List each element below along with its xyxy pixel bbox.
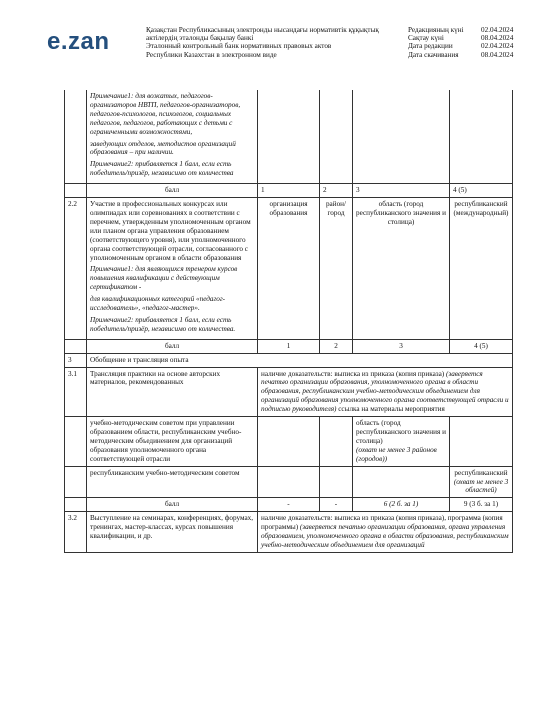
table-row: учебно-методическим советом при управлении образованием области, республиканским учебно-методическим объединением для организаций образования уполномоченного органа соответствующей отрасли область (город республиканского значения и столица) (охват не менее 3 районов (городов)): [65, 417, 513, 467]
header-description: Қазақстан Республикасының электронды нысандағы нормативтік құқықтық актілердің эталонды бақылау банкі Эталонный контрольный банк нормативных правовых актов Республики Казахстан в электронном виде: [146, 26, 379, 59]
table-row: [65, 90, 513, 184]
page-header: [0, 0, 557, 70]
criteria-table: [64, 90, 513, 553]
table-row: 3 Обобщение и трансляция опыта: [65, 353, 513, 367]
table-row: балл 1 2 3 4 (5): [65, 184, 513, 198]
table-row: балл 1 2 3 4 (5): [65, 339, 513, 353]
table-row: 2.2 Участие в профессиональных конкурсах или олимпиадах или соревнованиях в соответствии с перечнем, утвержденным уполномоченным органом или планом органа управления образованием (соответствующего уровня), или уполномоченного органа соответствующей отрасли, согласованного с уполномоченным органом в области образования Примечание1: для являющихся тренером курсов повышения квалификации с действующим сертификатом - для квалификационных категорий «педагог-исследователь», «педагог-мастер». Примечание2: прибавляется 1 балл, если есть победитель/призёр, независимо от количества. организация образования район/ город область (город республиканского значения и столица) республиканский (международный): [65, 198, 513, 340]
table-row: балл - - 6 (2 б. за 1) 9 (3 б. за 1): [65, 498, 513, 512]
header-dates: Редакцияның күні 02.04.2024 Сақтау күні 08.04.2024 Дата редакции 02.04.2024 Дата скачивания 08.04.2024: [408, 26, 514, 59]
table-row: 3.2 Выступление на семинарах, конференциях, форумах, тренингах, мастер-классах, курсах повышения квалификации, и др. наличие доказательств: выписка из приказа (копия приказа), программа (копия программы) (заверяется печатью организации образования, органа управления образованием, уполномоченного органа в области образования, республиканским учебно-методическим объединением для организаций: [65, 512, 513, 553]
ezan-logo[interactable]: e.zan: [47, 28, 110, 55]
table-row: республиканским учебно-методическим советом республиканский (охват не менее 3 областей): [65, 466, 513, 498]
table-row: 3.1 Трансляция практики на основе авторских материалов, рекомендованных наличие доказательств: выписка из приказа (копия приказа) (заверяется печатью организации образования, уполномоченного органа в области образования, республиканским учебно-методическим объединением для организаций образования уполномоченного органа соответствующей отрасли и подписью руководителя) ссылка на материалы мероприятия: [65, 367, 513, 417]
note-block: Примечание1: для вожатых, педагогов-организаторов НВТП, педагогов-организаторов, педагогов-психологов, психологов, социальных педагогов, педагогов, работающих с детьми с ограниченными возможностями, заведующих отделов, методистов организаций образования – при наличии. Примечание2: прибавляется 1 балл, если есть победитель/призёр, независимо от количества: [87, 90, 258, 184]
